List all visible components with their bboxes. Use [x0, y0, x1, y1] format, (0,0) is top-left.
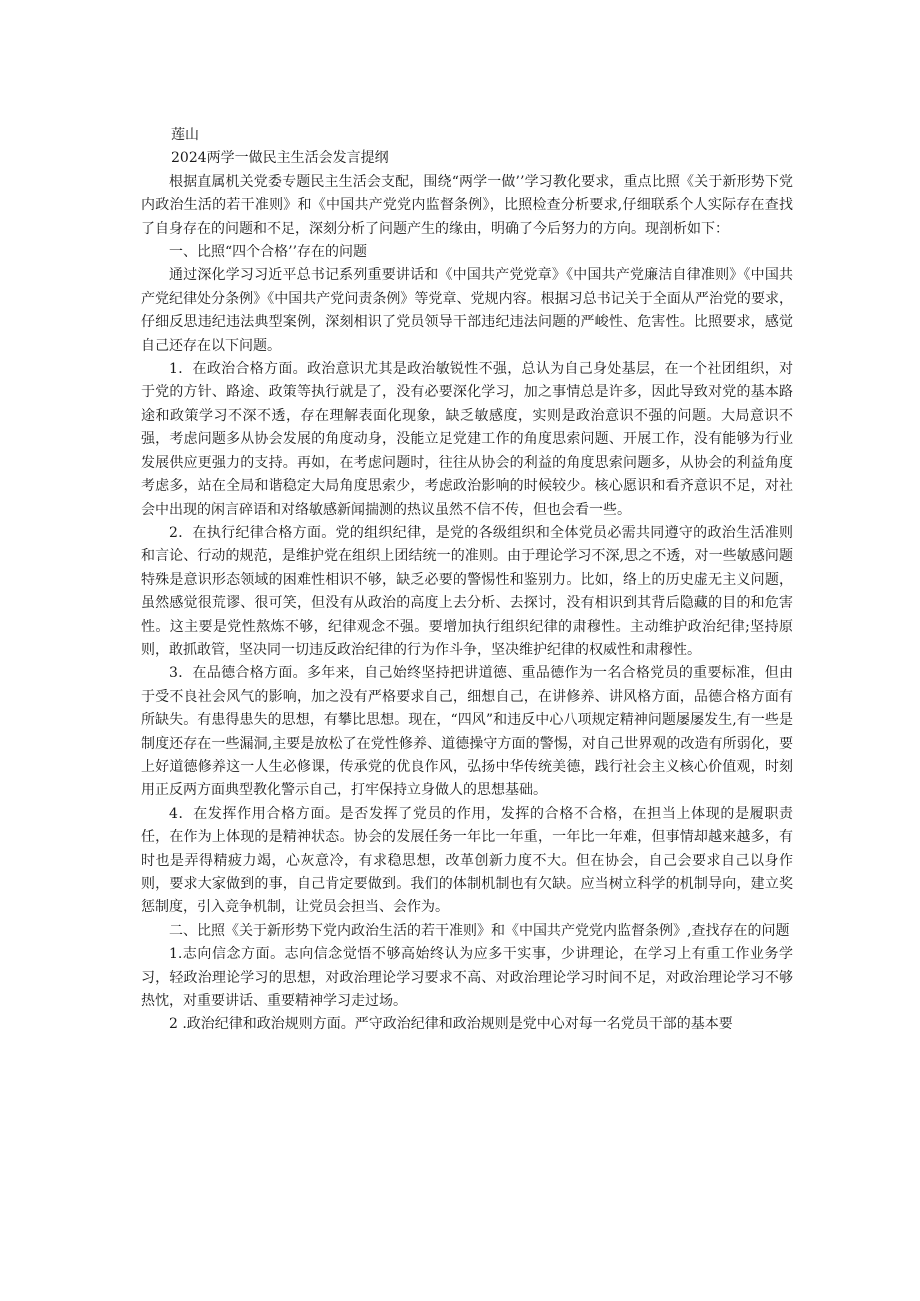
section-heading-2: 二、比照《关于新形势下党内政治生活的若干准则》和《中国共产党党内监督条例》,查找存在的问题: [169, 922, 790, 939]
section-heading-1: 一、比照“四个合格’’存在的问题: [169, 244, 368, 261]
item-role: 4．在发挥作用合格方面。是否发挥了党员的作用，发挥的合格不合格，在担当上体现的是履职责任，在作为上体现的是精神状态。协会的发展任务一年比一年重，一年比一年难，但事情却越来越多，有时也是弄得精疲力竭，心灰意冷，有求稳思想，改革创新力度不大。但在协会，自己会要求自己以身作则，要求大家做到的事，自己肯定要做到。我们的体制机制也有欠缺。应当树立科学的机制导向，建立奖惩制度，引入竞争机制，让党员会担当、会作为。: [141, 805, 793, 916]
document-body: [141, 124, 793, 1037]
author-line: 莲山: [171, 127, 199, 143]
intro-paragraph: 根据直属机关党委专题民主生活会支配，围绕“两学一做’’学习教化要求，重点比照《关于新形势下党内政治生活的若干准则》和《中国共产党党内监督条例》，比照检查分析要求,仔细联系个人实际存在查找了自身存在的问题和不足，深刻分析了问题产生的缘由，明确了今后努力的方向。现剖析如下：: [141, 173, 793, 237]
body-paragraph: 通过深化学习习近平总书记系列重要讲话和《中国共产党党章》《中国共产党廉洁自律准则》《中国共产党纪律处分条例》《中国共产党问责条例》等党章、党规内容。根据习总书记关于全面从严治党的要求，仔细反思违纪违法典型案例，深刻相识了党员领导干部违纪违法问题的严峻性、危害性。比照要求，感觉自己还存在以下问题。: [141, 267, 793, 354]
item-discipline: 2．在执行纪律合格方面。党的组织纪律，是党的各级组织和全体党员必需共同遵守的政治生活准则和言论、行动的规范，是维护党在组织上团结统一的准则。由于理论学习不深,思之不透，对一些敏感问题特殊是意识形态领域的困难性相识不够，缺乏必要的警惕性和鉴别力。比如，络上的历史虚无主义问题，虽然感觉很荒谬、很可笑，但没有从政治的高度上去分析、去探讨，没有相识到其背后隐藏的目的和危害性。这主要是党性熬炼不够，纪律观念不强。要增加执行组织纪律的肃穆性。主动维护政治纪律;坚持原则，敢抓敢管，坚决同一切违反政治纪律的行为作斗争，坚决维护纪律的权威性和肃穆性。: [141, 524, 793, 658]
item-political-rules: 2 .政治纪律和政治规则方面。严守政治纪律和政治规则是党中心对每一名党员干部的基本要: [169, 1016, 733, 1033]
item-morality: 3．在品德合格方面。多年来，自己始终坚持把讲道德、重品德作为一名合格党员的重要标准，但由于受不良社会风气的影响，加之没有严格要求自己，细想自己，在讲修养、讲风格方面，品德合格方面有所缺失。有患得患失的思想，有攀比思想。现在，“四风”和违反中心八项规定精神问题屡屡发生,有一些是制度还存在一些漏洞,主要是放松了在党性修养、道德操守方面的警惕，对自己世界观的改造有所弱化，要上好道德修养这一人生必修课，传承党的优良作风，弘扬中华传统美德，践行社会主义核心价值观，时刻用正反两方面典型教化警示自己，打牢保持立身做人的思想基础。: [141, 665, 793, 799]
document-title: 2024两学一做民主生活会发言提纲: [171, 150, 389, 167]
item-ideals: 1.志向信念方面。志向信念觉悟不够高始终认为应多干实事，少讲理论，在学习上有重工作业务学习，轻政治理论学习的思想，对政治理论学习要求不高、对政治理论学习时间不足，对政治理论学习不够热忱，对重要讲话、重要精神学习走过场。: [141, 946, 793, 1010]
item-political: 1．在政治合格方面。政治意识尤其是政治敏锐性不强，总认为自己身处基层，在一个社团组织，对于党的方针、路途、政策等执行就是了，没有必要深化学习，加之事情总是许多，因此导致对党的基本路途和政策学习不深不透，存在理解表面化现象，缺乏敏感度，实则是政治意识不强的问题。大局意识不强，考虑问题多从协会发展的角度动身，没能立足党建工作的角度思索问题、开展工作，没有能够为行业发展供应更强力的支持。再如，在考虑问题时，往往从协会的利益的角度思索问题多，从协会的利益角度考虑多，站在全局和谐稳定大局角度思索少，考虑政治影响的时候较少。核心愿识和看齐意识不足，对社会中出现的闲言碎语和对络敏感新闻揣测的热议虽然不信不传，但也会看一些。: [141, 361, 793, 518]
